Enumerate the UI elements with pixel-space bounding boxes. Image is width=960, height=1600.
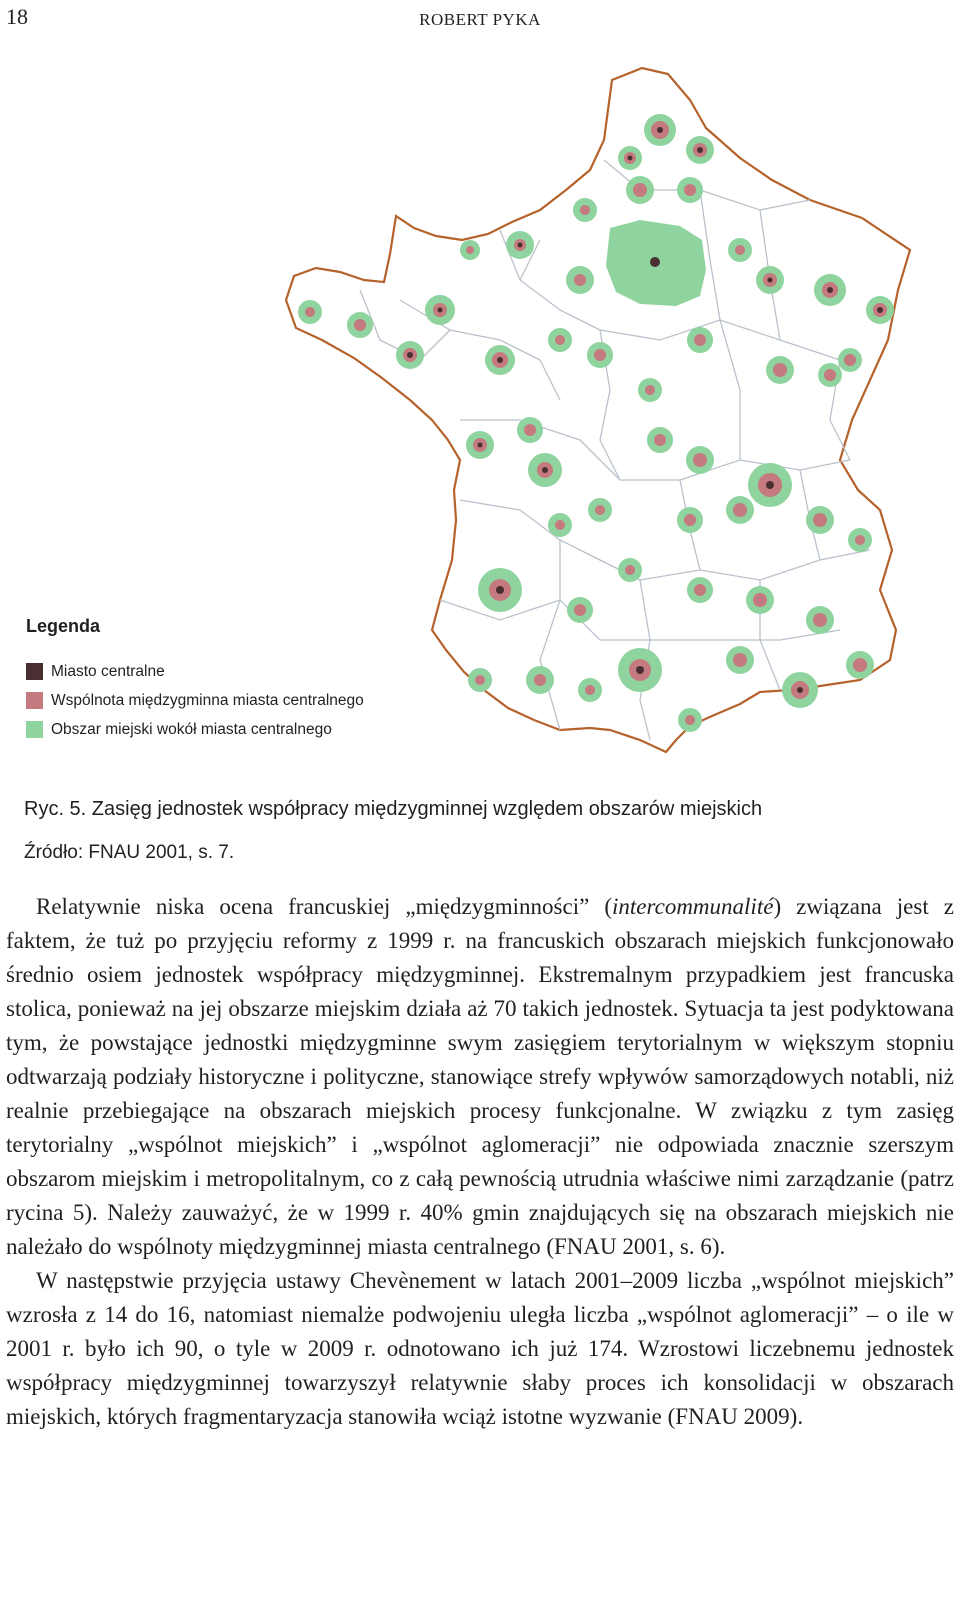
paragraph-1 <box>6 890 954 1264</box>
page-number: 18 <box>6 4 28 29</box>
legend-item-city <box>26 657 364 686</box>
paragraph-2: W następstwie przyjęcia ustawy Chevènement w latach 2001–2009 liczba „wspólnot miejskich” wzrosła z 14 do 16, natomiast niemalże podwojeniu uległa liczba „wspólnot aglomeracji” – o ile w 2001 r. było ich 90, o tyle w 2009 r. odnotowano ich już 174. Wzrostowi liczebnemu jednostek współpracy międzygminnej towarzyszył relatywnie słaby proces ich konsolidacji w obszarach miejskich, których fragmentaryzacja stanowiła wciąż istotne wyzwanie (FNAU 2009). <box>6 1268 954 1429</box>
legend-swatch-city <box>26 663 43 680</box>
legend-label-city: Miasto centralne <box>51 662 165 680</box>
legend-item-urban <box>26 715 364 744</box>
legend-label-urban: Obszar miejski wokół miasta centralnego <box>51 720 332 738</box>
figure-caption: Ryc. 5. Zasięg jednostek współpracy międzygminnej względem obszarów miejskich <box>24 798 763 820</box>
figure-source: Źródło: FNAU 2001, s. 7. <box>24 842 235 863</box>
legend-swatch-urban <box>26 721 43 738</box>
page-header <box>0 0 960 40</box>
legend-swatch-community <box>26 692 43 709</box>
paragraph-1-start: Relatywnie niska ocena francuskiej „międzygminności” ( <box>36 894 613 919</box>
legend-label-community: Wspólnota międzygminna miasta centralnego <box>51 691 364 709</box>
italic-term: intercommunalité <box>612 894 774 919</box>
legend-title: Legenda <box>26 616 101 636</box>
legend-item-community <box>26 686 364 715</box>
paragraph-1-rest: ) związana jest z faktem, że tuż po przyjęciu reformy z 1999 r. na francuskich obszarach miejskich funkcjonowało średnio osiem jednostek współpracy międzygminnej. Ekstremalnym przypadkiem jest francuska stolica, ponieważ na jej obszarze miejskim działa aż 70 takich jednostek. Sytuacja ta jest podyktowana tym, że powstające jednostki międzygminne swym zasięgiem terytorialnym w większym stopniu odtwarzają podziały historyczne i polityczne, stanowiące strefy wpływów samorządowych notabli, niż realnie przebiegające na obszarach miejskich procesy funkcjonalne. W związku z tym zasięg terytorialny „wspólnot miejskich” i „wspólnot aglomeracji” nie odpowiada znacznie szerszym obszarom miejskim i metropolitalnym, co z całą pewnością utrudnia właściwe nimi zarządzanie (patrz rycina 5). Należy zauważyć, że w 1999 r. 40% gmin znajdujących się na obszarach miejskich nie należało do wspólnoty międzygminnej miasta centralnego (FNAU 2001, s. 6). <box>6 894 954 1259</box>
paris-center <box>650 257 660 267</box>
running-head: ROBERT PYKA <box>419 10 541 29</box>
france-outline <box>286 68 910 752</box>
map-legend <box>26 616 364 744</box>
figure-map <box>0 40 960 760</box>
body-text <box>6 890 954 1434</box>
